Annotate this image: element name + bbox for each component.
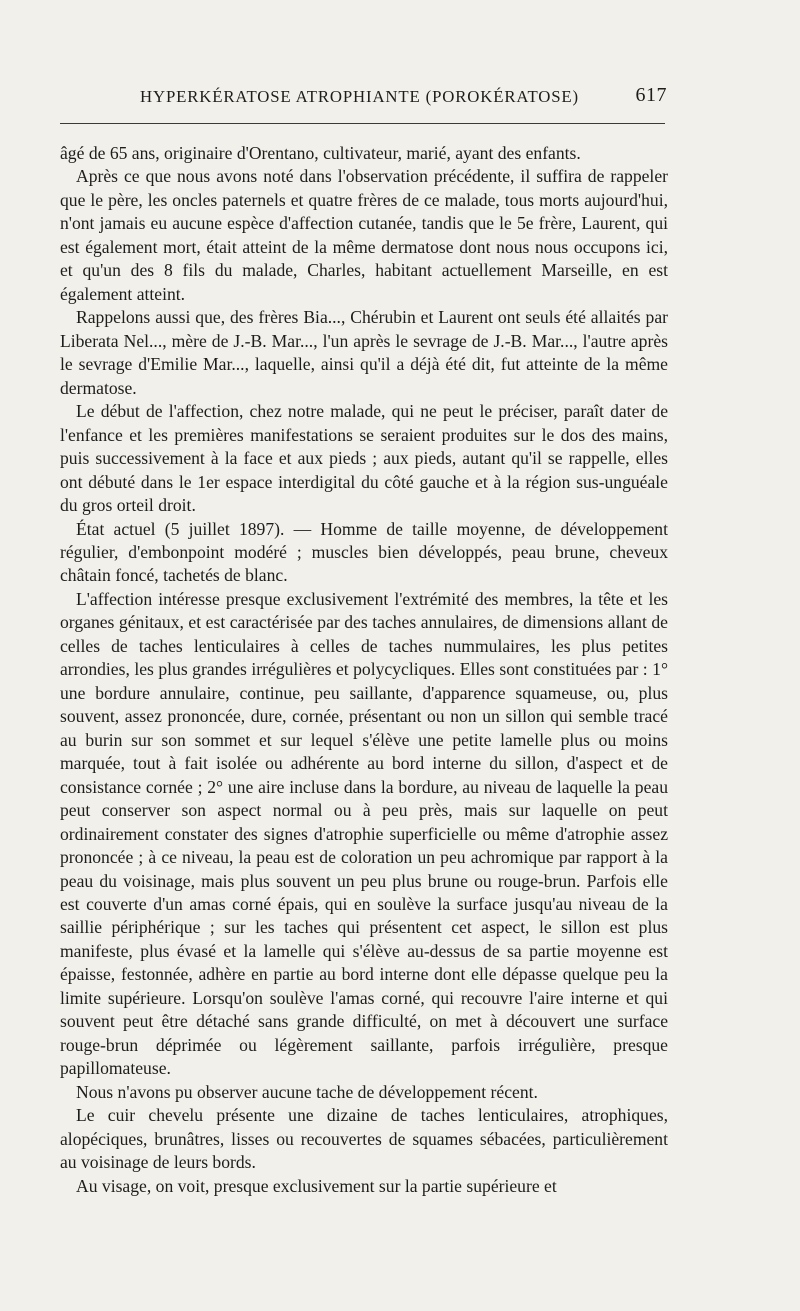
paragraph-onset: Le début de l'affection, chez notre malade, qui ne peut le préciser, paraît dater de l'enfance et les premières manifestations se seraient produites sur le dos des mains, puis successivement à la face et aux pieds ; aux pieds, autant qu'il se rappelle, elles ont débuté dans le 1er espace interdigital du côté gauche et à la région sus-unguéale du gros orteil droit. — [60, 401, 668, 516]
paragraph-lesion-description: L'affection intéresse presque exclusivement l'extrémité des membres, la tête et les organes génitaux, et est caractérisée par des taches annulaires, de dimensions allant de celles de taches lenticulaires à celles de taches nummulaires, les plus petites arrondies, les plus grandes irrégulières et polycycliques. Elles sont constituées par : 1° une bordure annulaire, continue, peu saillante, d'apparence squameuse, ou, plus souvent, assez prononcée, dure, cornée, présentant ou non un sillon qui semble tracé au burin sur son sommet et sur lequel s'élève une petite lamelle plus ou moins marquée, tout à fait isolée ou adhérente au bord interne du sillon, d'aspect et de consistance cornée ; 2° une aire incluse dans la bordure, au niveau de laquelle la peau peut conserver son aspect normal ou à peu près, mais sur laquelle on peut ordinairement constater des signes d'atrophie superficielle ou même d'atrophie assez prononcée ; à ce niveau, la peau est de coloration un peu achromique par rapport à la peau du voisinage, mais plus souvent un peu plus brune ou rouge-brun. Parfois elle est couverte d'un amas corné épais, qui en soulève la surface jusqu'au niveau de la saillie périphérique ; sur les taches qui présentent cet aspect, le sillon est plus manifeste, plus évasé et la lamelle qui s'élève au-dessus de sa partie moyenne est épaisse, festonnée, adhère en partie au bord interne dont elle dépasse quelque peu la limite supérieure. Lorsqu'on soulève l'amas corné, qui recouvre l'aire interne et qui souvent peut être détaché sans grande difficulté, on met à découvert une surface rouge-brun déprimée ou légèrement saillante, parfois irrégulière, presque papillomateuse. — [60, 588, 668, 1079]
paragraph-no-recent-lesion: Nous n'avons pu observer aucune tache de développement récent. — [76, 1081, 538, 1102]
paragraph-current-state: État actuel (5 juillet 1897). — Homme de taille moyenne, de développement régulier, d'embonpoint modéré ; muscles bien développés, peau brune, cheveux châtain foncé, tachetés de blanc. — [60, 518, 668, 586]
body-text — [60, 142, 668, 1198]
paragraph-continuation: âgé de 65 ans, originaire d'Orentano, cultivateur, marié, ayant des enfants. — [60, 143, 581, 163]
header-rule — [60, 123, 665, 124]
paragraph-face: Au visage, on voit, presque exclusivement sur la partie supérieure et — [76, 1175, 557, 1196]
chapter-title: HYPERKÉRATOSE ATROPHIANTE (POROKÉRATOSE) — [140, 87, 579, 106]
paragraph-family-history: Après ce que nous avons noté dans l'observation précédente, il suffira de rappeler que le père, les oncles paternels et quatre frères de ce malade, tous morts aujourd'hui, n'ont jamais eu aucune espèce d'affection cutanée, tandis que le 5e frère, Laurent, qui est également mort, était atteint de la même dermatose dont nous nous occupons ici, et qu'un des 8 fils du malade, Charles, habitant actuellement Marseille, en est également atteint. — [60, 166, 668, 304]
paragraph-nursing: Rappelons aussi que, des frères Bia..., Chérubin et Laurent ont seuls été allaités par Liberata Nel..., mère de J.-B. Mar..., l'un après le sevrage de J.-B. Mar..., l'autre après le sevrage d'Emilie Mar..., laquelle, ainsi qu'il a déjà été dit, fut atteinte de la même dermatose. — [60, 307, 668, 398]
running-head — [140, 84, 667, 116]
paragraph-scalp: Le cuir chevelu présente une dizaine de taches lenticulaires, atrophiques, alopéciques, brunâtres, lisses ou recouvertes de squames sébacées, particulièrement au voisinage de leurs bords. — [60, 1105, 668, 1173]
page-number: 617 — [635, 84, 667, 106]
